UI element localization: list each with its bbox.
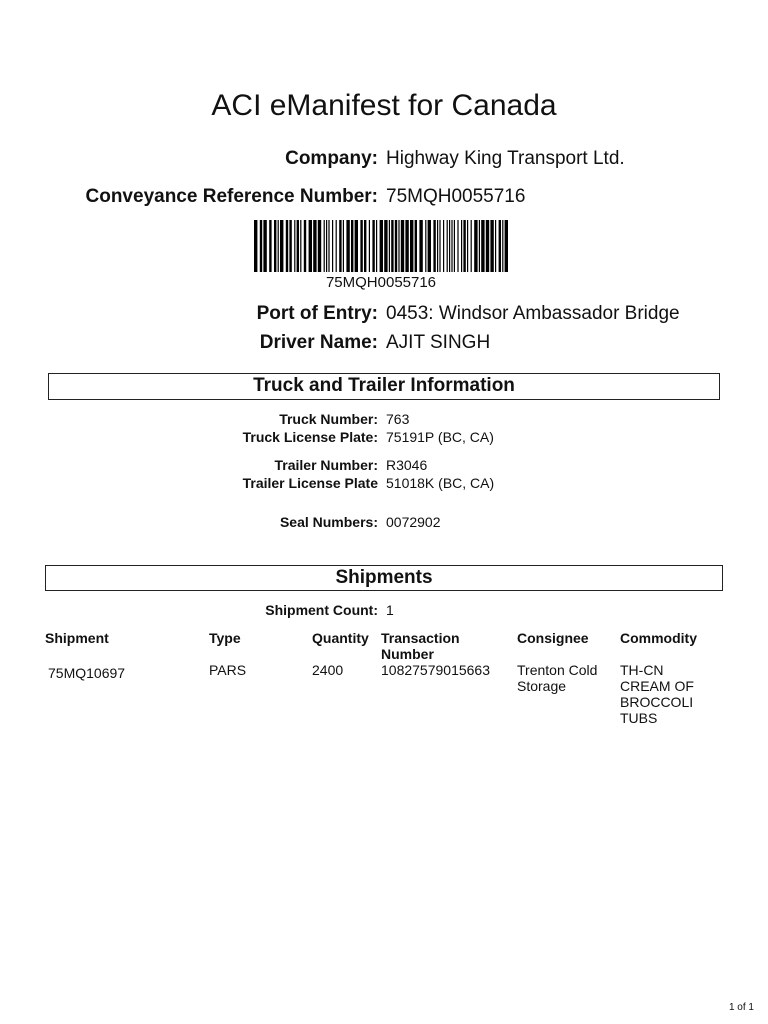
company-label: Company: bbox=[285, 148, 378, 169]
shipment-count-value: 1 bbox=[386, 602, 394, 618]
col-header-quantity: Quantity bbox=[312, 630, 369, 646]
barcode-bar bbox=[499, 220, 501, 272]
barcode-bar bbox=[490, 220, 493, 272]
seal-numbers-label: Seal Numbers: bbox=[279, 514, 378, 530]
barcode-bar bbox=[332, 220, 333, 272]
barcode-bar bbox=[474, 220, 477, 272]
barcode-bar bbox=[355, 220, 358, 272]
barcode-bar bbox=[410, 220, 413, 272]
barcode-bar bbox=[324, 220, 325, 272]
table-row-consignee bbox=[517, 662, 597, 694]
barcode-bar bbox=[395, 220, 397, 272]
commodity-line2: CREAM OF bbox=[620, 678, 694, 694]
barcode-bar bbox=[286, 220, 288, 272]
col-header-shipment: Shipment bbox=[45, 630, 109, 646]
barcode-bar bbox=[419, 220, 422, 272]
barcode-bar bbox=[280, 220, 283, 272]
barcode-bar bbox=[437, 220, 438, 272]
barcode-bar bbox=[481, 220, 484, 272]
table-row-transaction: 10827579015663 bbox=[381, 662, 491, 678]
barcode-bar bbox=[401, 220, 404, 272]
barcode-bar bbox=[425, 220, 426, 272]
barcode-bar bbox=[339, 220, 341, 272]
table-row-shipment: 75MQ10697 bbox=[48, 665, 126, 681]
conveyance-value: 75MQH0055716 bbox=[386, 186, 526, 207]
col-header-commodity: Commodity bbox=[620, 630, 697, 646]
barcode-bar bbox=[479, 220, 480, 272]
barcode-bar bbox=[313, 220, 316, 272]
barcode-bar bbox=[326, 220, 327, 272]
trailer-plate-value: 51018K (BC, CA) bbox=[386, 475, 495, 491]
barcode-bar bbox=[364, 220, 366, 272]
barcode-bar bbox=[486, 220, 489, 272]
col-header-transaction bbox=[381, 630, 460, 662]
barcode-bar bbox=[318, 220, 321, 272]
barcode-image bbox=[254, 220, 508, 272]
commodity-line1: TH-CN bbox=[620, 662, 664, 678]
barcode-bar bbox=[457, 220, 458, 272]
barcode-bar bbox=[495, 220, 496, 272]
barcode-bar bbox=[471, 220, 472, 272]
barcode-bar bbox=[254, 220, 257, 272]
barcode-bar bbox=[336, 220, 337, 272]
col-header-transaction-line2: Number bbox=[381, 646, 434, 662]
company-value: Highway King Transport Ltd. bbox=[386, 148, 625, 169]
table-row-quantity: 2400 bbox=[312, 662, 344, 678]
barcode-bar bbox=[278, 220, 279, 272]
barcode-bar bbox=[343, 220, 344, 272]
barcode-bar bbox=[274, 220, 276, 272]
commodity-line3: BROCCOLI bbox=[620, 694, 694, 710]
barcode-bar bbox=[369, 220, 370, 272]
barcode-bar bbox=[463, 220, 465, 272]
barcode-bar bbox=[260, 220, 262, 272]
port-label: Port of Entry: bbox=[256, 303, 378, 324]
trailer-number-value: R3046 bbox=[386, 457, 428, 473]
shipment-count-label: Shipment Count: bbox=[265, 602, 378, 618]
seal-numbers-value: 0072902 bbox=[386, 514, 441, 530]
driver-value: AJIT SINGH bbox=[386, 332, 491, 353]
col-header-transaction-line1: Transaction bbox=[381, 630, 460, 646]
col-header-consignee: Consignee bbox=[517, 630, 589, 646]
truck-plate-label: Truck License Plate: bbox=[242, 429, 378, 445]
barcode-bar bbox=[467, 220, 468, 272]
barcode-bar bbox=[376, 220, 377, 272]
trailer-plate-label: Trailer License Plate bbox=[242, 475, 378, 491]
barcode-bar bbox=[439, 220, 440, 272]
port-value: 0453: Windsor Ambassador Bridge bbox=[386, 303, 680, 324]
barcode-bar bbox=[443, 220, 444, 272]
barcode-bar bbox=[451, 220, 452, 272]
truck-number-label: Truck Number: bbox=[279, 411, 378, 427]
barcode-bar bbox=[346, 220, 349, 272]
barcode-bar bbox=[391, 220, 393, 272]
barcode-bar bbox=[454, 220, 455, 272]
barcode-bar bbox=[502, 220, 503, 272]
barcode-bar bbox=[351, 220, 353, 272]
barcode-bar bbox=[461, 220, 462, 272]
barcode-bar bbox=[269, 220, 271, 272]
barcode-bar bbox=[447, 220, 448, 272]
barcode-bar bbox=[309, 220, 312, 272]
page-title: ACI eManifest for Canada bbox=[211, 89, 557, 122]
barcode-bar bbox=[389, 220, 390, 272]
page-number: 1 of 1 bbox=[728, 1002, 754, 1013]
barcode-bar bbox=[398, 220, 399, 272]
table-row-commodity bbox=[620, 662, 694, 726]
consignee-line2: Storage bbox=[517, 678, 567, 694]
barcode-bar bbox=[428, 220, 431, 272]
barcode-bar bbox=[505, 220, 508, 272]
truck-number-value: 763 bbox=[386, 411, 410, 427]
truck-trailer-section-heading: Truck and Trailer Information bbox=[48, 373, 720, 400]
conveyance-label: Conveyance Reference Number: bbox=[85, 186, 378, 207]
barcode-bar bbox=[433, 220, 435, 272]
barcode-bar bbox=[328, 220, 329, 272]
barcode-bar bbox=[449, 220, 450, 272]
barcode-bar bbox=[297, 220, 299, 272]
barcode-bar bbox=[289, 220, 291, 272]
barcode-bar bbox=[380, 220, 383, 272]
barcode-bar bbox=[300, 220, 301, 272]
commodity-line4: TUBS bbox=[620, 710, 658, 726]
barcode-bar bbox=[405, 220, 408, 272]
driver-label: Driver Name: bbox=[259, 332, 378, 353]
barcode-bar bbox=[263, 220, 266, 272]
truck-plate-value: 75191P (BC, CA) bbox=[386, 429, 494, 445]
barcode-bar bbox=[415, 220, 417, 272]
barcode-bar bbox=[294, 220, 295, 272]
consignee-line1: Trenton Cold bbox=[517, 662, 598, 678]
barcode-bar bbox=[304, 220, 306, 272]
barcode-bar bbox=[360, 220, 362, 272]
col-header-type: Type bbox=[209, 630, 241, 646]
barcode-bar bbox=[372, 220, 374, 272]
trailer-number-label: Trailer Number: bbox=[274, 457, 378, 473]
shipments-section-heading: Shipments bbox=[45, 565, 723, 591]
barcode-bar bbox=[384, 220, 387, 272]
table-row-type: PARS bbox=[209, 662, 247, 678]
barcode-text: 75MQH0055716 bbox=[325, 274, 437, 291]
